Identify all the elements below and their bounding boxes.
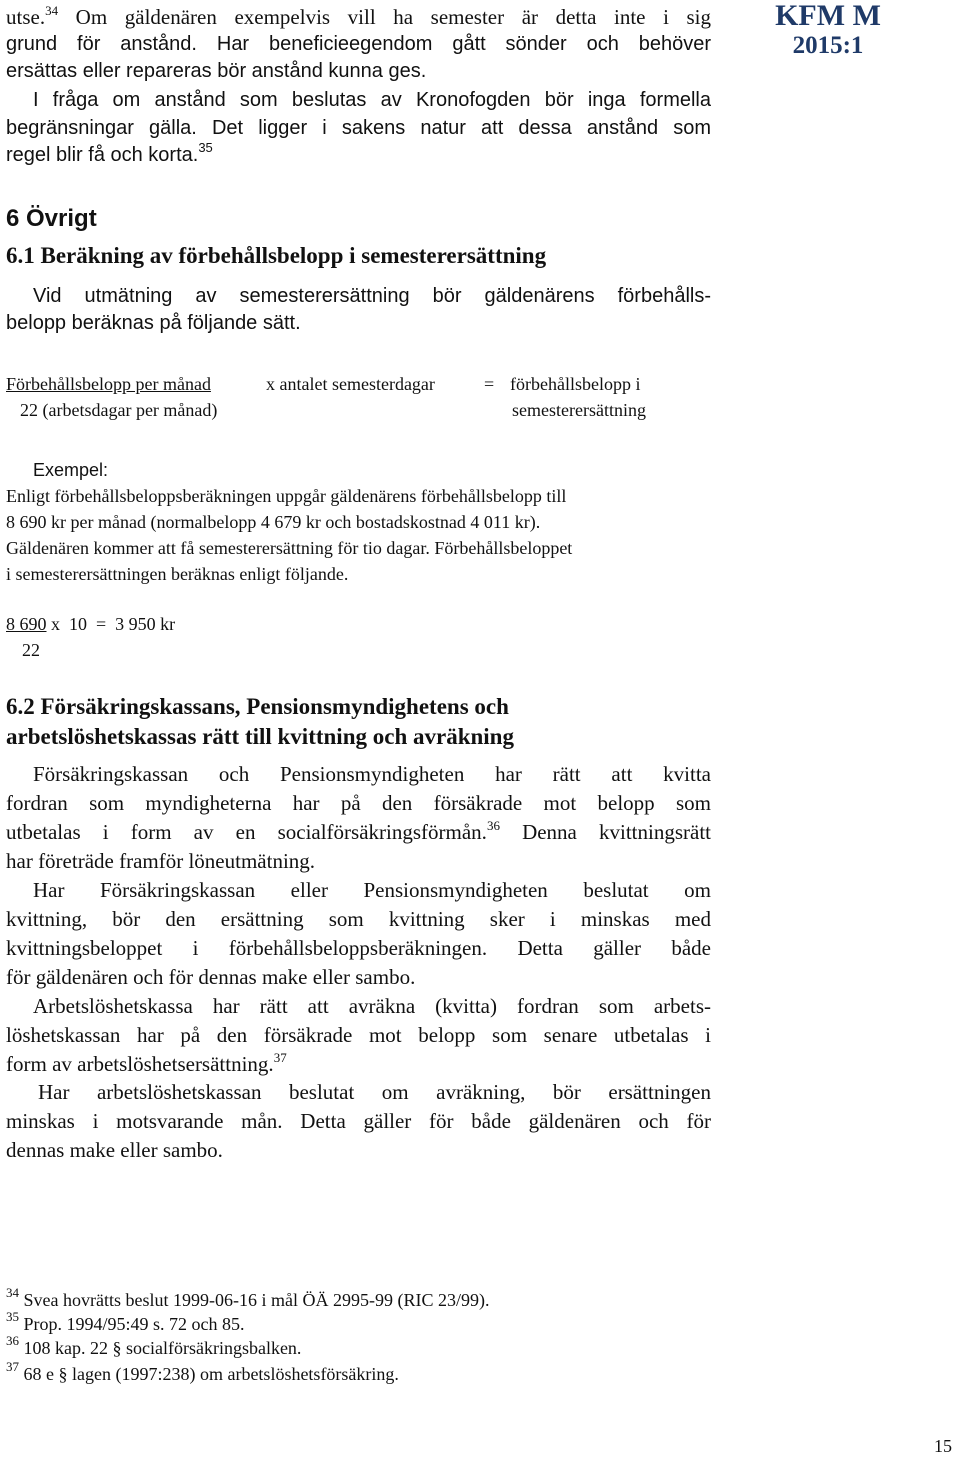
subsection-heading: arbetslöshetskassas rätt till kvittning och avräkning (6, 724, 514, 749)
document-code-line2: 2015:1 (792, 32, 864, 59)
body-line: Försäkringskassan och Pensionsmyndigheten har rätt att kvitta (33, 762, 711, 786)
intro-line: regel blir få och korta.$^{35}$ (6, 140, 213, 166)
formula-equals: = (484, 374, 495, 394)
example-label: Exempel: (33, 460, 109, 480)
body-line: Har Försäkringskassan eller Pensionsmyndigheten beslutat om (33, 878, 711, 902)
intro-line: ersättas eller repareras bör anstånd kunna ges. (6, 60, 427, 82)
intro-line: grund för anstånd. Har beneficieegendom gått sönder och behöver (6, 33, 711, 55)
calc-rest: x 10 = 3 950 kr (46, 614, 176, 634)
body-line: Arbetslöshetskassa har rätt att avräkna (kvitta) fordran som arbets- (33, 994, 711, 1018)
example-line: Enligt förbehållsbeloppsberäkningen uppgår gäldenärens förbehållsbelopp till (6, 486, 567, 506)
footnote-ref[interactable]: 36 (486, 818, 500, 833)
footnote: $^{35}$ Prop. 1994/95:49 s. 72 och 85. (6, 1309, 245, 1334)
intro-line: begränsningar gälla. Det ligger i sakens natur att dessa anstånd som (6, 117, 711, 139)
body-line: för gäldenären och för dennas make eller sambo. (6, 965, 416, 989)
example-line: 8 690 kr per månad (normalbelopp 4 679 kr och bostadskostnad 4 011 kr). (6, 512, 541, 532)
body-line: utbetalas i form av en socialförsäkringsförmån.$^{36}$ Denna kvittningsrätt (6, 818, 711, 844)
body-line: löshetskassan har på den försäkrade mot belopp som senare utbetalas i (6, 1023, 711, 1047)
document-code (768, 0, 888, 60)
formula-denominator: 22 (arbetsdagar per månad) (20, 400, 218, 420)
example-line: i semesterersättningen beräknas enligt följande. (6, 564, 349, 584)
body-line: dennas make eller sambo. (6, 1138, 223, 1162)
body-line: kvittningsbeloppet i förbehållsbeloppsberäkningen. Detta gäller både (6, 936, 711, 960)
body-line: kvittning, bör den ersättning som kvittning sker i minskas med (6, 907, 711, 931)
body-line: Vid utmätning av semesterersättning bör gäldenärens förbehålls- (33, 285, 711, 307)
calc-numerator: 8 690 (6, 614, 47, 634)
footnote-number: 35 (6, 1309, 19, 1324)
body-line: belopp beräknas på följande sätt. (6, 312, 301, 334)
subsection-heading: 6.1 Beräkning av förbehållsbelopp i semesterersättning (6, 243, 547, 268)
example-calculation (6, 612, 175, 636)
footnote: $^{36}$ 108 kap. 22 § socialförsäkringsbalken. (6, 1333, 302, 1358)
body-line: Har arbetslöshetskassan beslutat om avräkning, bör ersättningen (38, 1080, 711, 1104)
footnote: $^{37}$ 68 e § lagen (1997:238) om arbetslöshetsförsäkring. (6, 1359, 399, 1384)
footnote-ref[interactable]: 37 (273, 1050, 287, 1065)
subsection-heading: 6.2 Försäkringskassans, Pensionsmyndighetens och (6, 694, 509, 719)
document-code-line1: KFM M (775, 0, 881, 32)
calc-denominator: 22 (22, 640, 40, 660)
footnote-ref[interactable]: 34 (45, 3, 59, 18)
formula-numerator: Förbehållsbelopp per månad (6, 374, 211, 394)
footnote-number: 37 (6, 1359, 19, 1374)
intro-line: I fråga om anstånd som beslutas av Kronofogden bör inga formella (33, 89, 711, 111)
body-line: har företräde framför löneutmätning. (6, 849, 316, 873)
footnote-number: 36 (6, 1333, 19, 1348)
body-line: form av arbetslöshetsersättning.$^{37}$ (6, 1050, 287, 1076)
formula-multiplier: x antalet semesterdagar (266, 374, 435, 394)
body-line: minskas i motsvarande mån. Detta gäller för både gäldenären och för (6, 1109, 711, 1133)
footnote-number: 34 (6, 1285, 19, 1300)
body-line: fordran som myndigheterna har på den försäkrade mot belopp som (6, 791, 711, 815)
example-line: Gäldenären kommer att få semesterersättning för tio dagar. Förbehållsbeloppet (6, 538, 573, 558)
page-number: 15 (934, 1436, 952, 1456)
intro-line: utse.$^{34}$ Om gäldenären exempelvis vill ha semester är detta inte i sig (6, 3, 711, 29)
footnote: $^{34}$ Svea hovrätts beslut 1999-06-16 i mål ÖÄ 2995-99 (RIC 23/99). (6, 1285, 490, 1310)
footnote-ref[interactable]: 35 (198, 140, 213, 155)
section-heading: 6 Övrigt (6, 205, 97, 232)
formula-result: semesterersättning (512, 400, 646, 420)
formula-result: förbehållsbelopp i (510, 374, 641, 394)
